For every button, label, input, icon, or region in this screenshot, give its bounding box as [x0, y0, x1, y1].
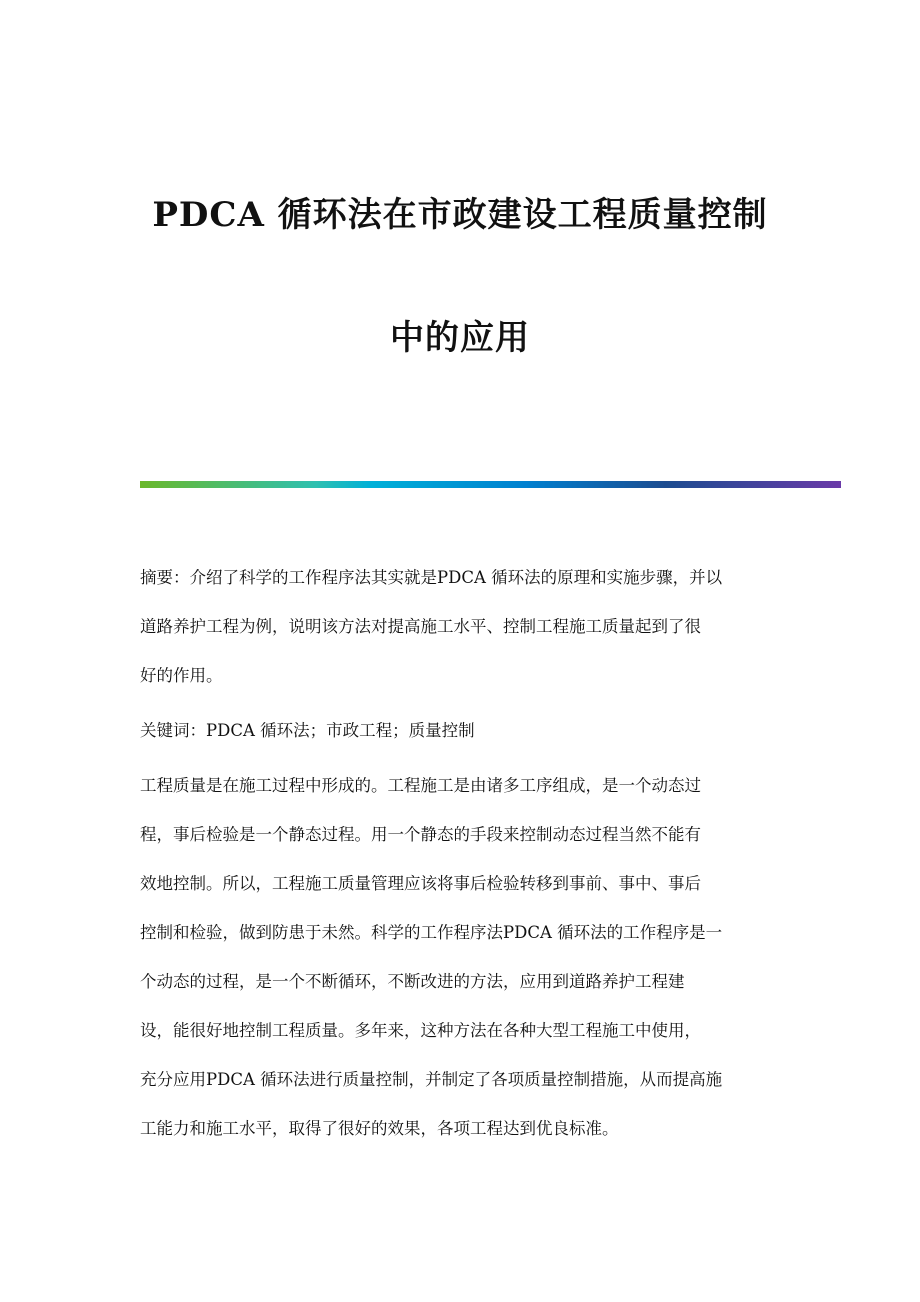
keywords: 关键词：PDCA 循环法；市政工程；质量控制	[140, 721, 475, 740]
body-line: 工程质量是在施工过程中形成的。工程施工是由诸多工序组成，是一个动态过	[140, 776, 701, 795]
body-line: 程，事后检验是一个静态过程。用一个静态的手段来控制动态过程当然不能有	[140, 825, 701, 844]
body-line: 设，能很好地控制工程质量。多年来，这种方法在各种大型工程施工中使用，	[140, 1021, 701, 1040]
body-line: 控制和检验，做到防患于未然。科学的工作程序法PDCA 循环法的工作程序是一	[140, 923, 723, 942]
document-title-line-1: PDCA 循环法在市政建设工程质量控制	[152, 195, 768, 235]
abstract-line: 好的作用。	[140, 666, 223, 685]
abstract-line: 道路养护工程为例，说明该方法对提高施工水平、控制工程施工质量起到了很	[140, 617, 701, 636]
abstract-line: 摘要：介绍了科学的工作程序法其实就是PDCA 循环法的原理和实施步骤，并以	[140, 568, 723, 587]
body-line: 充分应用PDCA 循环法进行质量控制，并制定了各项质量控制措施，从而提高施	[140, 1070, 723, 1089]
body-line: 效地控制。所以，工程施工质量管理应该将事后检验转移到事前、事中、事后	[140, 874, 701, 893]
document-title-line-2: 中的应用	[390, 318, 530, 358]
body-line: 个动态的过程，是一个不断循环，不断改进的方法，应用到道路养护工程建	[140, 972, 685, 991]
gradient-divider	[140, 481, 841, 488]
body-line: 工能力和施工水平，取得了很好的效果，各项工程达到优良标准。	[140, 1119, 619, 1138]
